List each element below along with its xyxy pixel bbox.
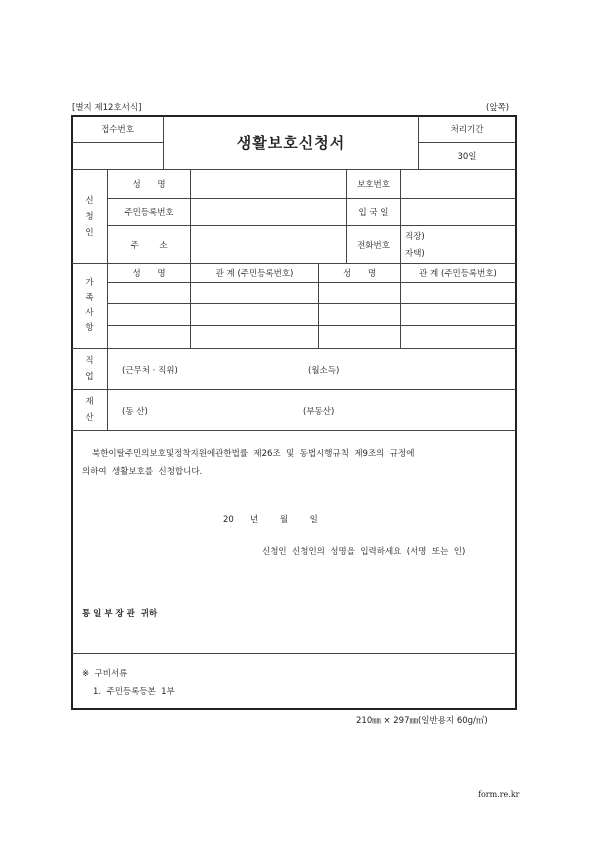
date-line[interactable]: 20 년 월 일 <box>223 515 318 525</box>
receipt-number-label: 접수번호 <box>101 125 134 135</box>
job-section-label: 직 업 <box>85 356 94 382</box>
page-side-label: (앞쪽) <box>486 103 510 113</box>
resident-number-field[interactable] <box>191 199 346 225</box>
attachments-title: ※ 구비서류 <box>82 669 128 679</box>
applicant-name-label: 성 명 <box>132 180 166 190</box>
source-label: form.re.kr <box>478 790 520 799</box>
form-title: 생활보호신청서 <box>236 134 346 152</box>
statement-line-1: 북한이탈주민의보호및정착지원에관한법률 제26조 및 동법시행규칙 제9조의 규정에 <box>92 449 415 459</box>
address-label: 주 소 <box>130 240 168 251</box>
statement-line-2: 의하여 생활보호를 신청합니다. <box>82 467 203 477</box>
family-header-relation-2: 관 계 (주민등록번호) <box>419 269 497 279</box>
paper-size-note: 210㎜ × 297㎜(일반용지 60g/㎡) <box>356 716 488 726</box>
phone-label: 전화번호 <box>357 240 390 251</box>
family-header-relation-1: 관 계 (주민등록번호) <box>215 269 294 279</box>
applicant-section-label: 신 청 인 <box>85 195 94 238</box>
real-estate-label: (부동산) <box>303 407 335 417</box>
resident-number-label: 주민등록번호 <box>124 208 174 218</box>
family-header-name-2: 성 명 <box>342 269 377 279</box>
addressee: 통 일 부 장 관 귀하 <box>82 609 158 619</box>
frame-right <box>515 115 517 710</box>
movable-property-label: (동 산) <box>122 407 148 417</box>
family-row[interactable] <box>108 326 515 348</box>
family-section-label: 가 족 사 항 <box>85 278 94 333</box>
processing-period-value: 30일 <box>457 152 477 162</box>
receipt-number-field[interactable] <box>72 143 163 169</box>
workplace-label: (근무처 · 직위) <box>122 366 178 376</box>
attachment-item-1: 1. 주민등록등본 1부 <box>93 687 175 697</box>
family-header-name-1: 성 명 <box>132 269 166 279</box>
phone-work-field[interactable]: 직장) <box>405 232 425 242</box>
protection-number-label: 보호번호 <box>357 180 390 190</box>
applicant-name-field[interactable] <box>191 170 346 198</box>
monthly-income-label: (월소득) <box>308 366 340 376</box>
property-section-label: 재 산 <box>85 397 94 423</box>
form-number: [별지 제12호서식] <box>72 103 142 113</box>
processing-period-label: 처리기간 <box>450 125 484 135</box>
family-row[interactable] <box>108 283 515 303</box>
address-field[interactable] <box>191 226 346 263</box>
frame-bottom <box>71 708 517 710</box>
signature-line[interactable]: 신청인 신청인의 성명을 입력하세요 (서명 또는 인) <box>262 547 466 557</box>
protection-number-field[interactable] <box>401 170 515 198</box>
phone-home-field[interactable]: 자택) <box>405 249 425 259</box>
entry-date-field[interactable] <box>401 199 515 225</box>
family-row[interactable] <box>108 304 515 325</box>
entry-date-label: 입 국 일 <box>358 208 389 218</box>
